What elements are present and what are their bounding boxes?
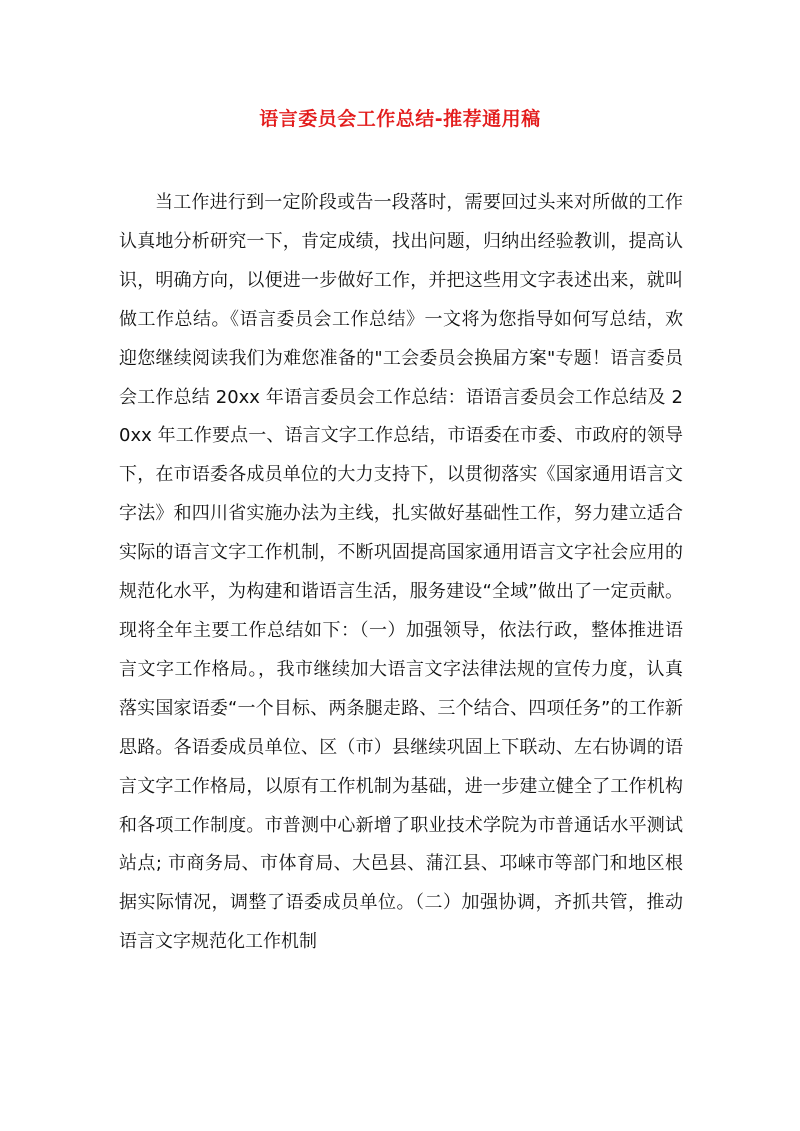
document-title: 语言委员会工作总结-推荐通用稿 [259,108,541,130]
document-body-paragraph: 当工作进行到一定阶段或告一段落时，需要回过头来对所做的工作认真地分析研究一下，肯定成绩，找出问题，归纳出经验教训，提高认识，明确方向，以便进一步做好工作，并把这些用文字表述出来，就叫做工作总结。《语言委员会工作总结》一文将为您指导如何写总结，欢迎您继续阅读我们为难您准备的"工会委员会换届方案"专题！语言委员会工作总结 20xx 年语言委员会工作总结：语语言委员会工作总结及 20xx 年工作要点一、语言文字工作总结，市语委在市委、市政府的领导下，在市语委各成员单位的大力支持下，以贯彻落实《国家通用语言文字法》和四川省实施办法为主线，扎实做好基础性工作，努力建立适合实际的语言文字工作机制，不断巩固提高国家通用语言文字社会应用的规范化水平，为构建和谐语言生活，服务建设“全域”做出了一定贡献。现将全年主要工作总结如下：（一）加强领导，依法行政，整体推进语言文字工作格局。，我市继续加大语言文字法律法规的宣传力度，认真落实国家语委“一个目标、两条腿走路、三个结合、四项任务”的工作新思路。各语委成员单位、区（市）县继续巩固上下联动、左右协调的语言文字工作格局，以原有工作机制为基础，进一步建立健全了工作机构和各项工作制度。市普测中心新增了职业技术学院为市普通话水平测试站点; 市商务局、市体育局、大邑县、蒲江县、邛崃市等部门和地区根据实际情况，调整了语委成员单位。（二）加强协调，齐抓共管，推动语言文字规范化工作机制 [119,192,683,953]
